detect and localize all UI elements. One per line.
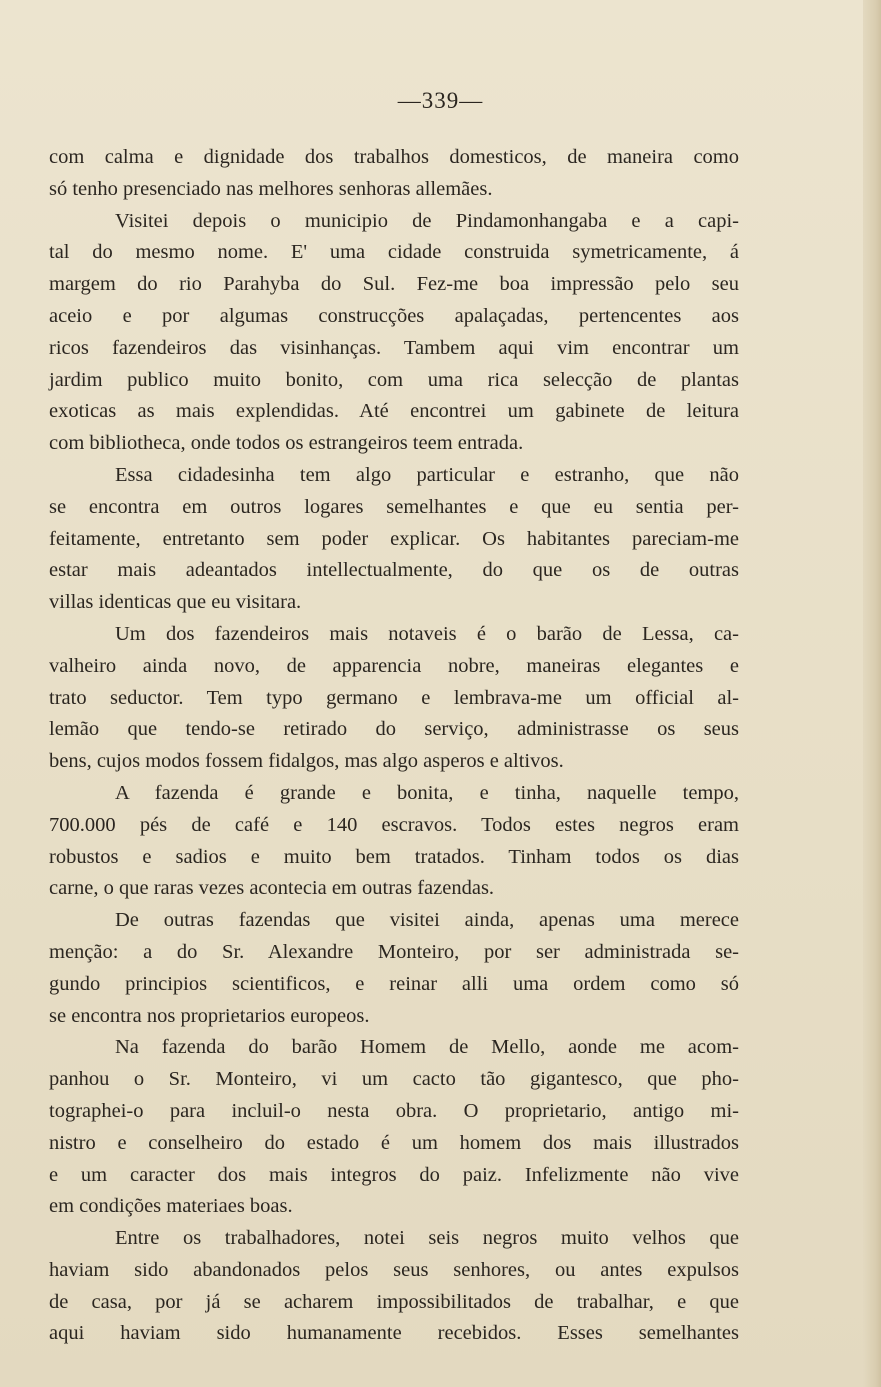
text-line: panhou o Sr. Monteiro, vi um cacto tão gigantesco, que pho-: [49, 1068, 739, 1091]
text-line: Visitei depois o municipio de Pindamonhangaba e a capi-: [115, 209, 739, 232]
text-line: Entre os trabalhadores, notei seis negros muito velhos que: [115, 1227, 739, 1250]
text-line: com bibliotheca, onde todos os estrangeiros teem entrada.: [49, 432, 524, 455]
text-line: jardim publico muito bonito, com uma rica selecção de plantas: [49, 368, 739, 391]
text-line: tographei-o para incluil-o nesta obra. O proprietario, antigo mi-: [49, 1099, 739, 1122]
text-line: A fazenda é grande e bonita, e tinha, naquelle tempo,: [115, 781, 739, 804]
text-line: menção: a do Sr. Alexandre Monteiro, por ser administrada se-: [49, 940, 739, 963]
text-line: aqui haviam sido humanamente recebidos. Esses semelhantes: [49, 1322, 739, 1345]
text-line: e um caracter dos mais integros do paiz. Infelizmente não vive: [49, 1163, 739, 1186]
text-line: só tenho presenciado nas melhores senhoras allemães.: [49, 177, 493, 200]
text-line: ricos fazendeiros das visinhanças. Tambem aqui vim encontrar um: [49, 336, 739, 359]
text-line: se encontra nos proprietarios europeos.: [49, 1004, 370, 1027]
text-line: de casa, por já se acharem impossibilitados de trabalhar, e que: [49, 1290, 739, 1313]
text-line: estar mais adeantados intellectualmente, do que os de outras: [49, 559, 739, 582]
text-line: gundo principios scientificos, e reinar alli uma ordem como só: [49, 972, 739, 995]
text-line: valheiro ainda novo, de apparencia nobre, maneiras elegantes e: [49, 654, 739, 677]
text-line: trato seductor. Tem typo germano e lembrava-me um official al-: [49, 686, 739, 709]
text-line: De outras fazendas que visitei ainda, apenas uma merece: [115, 909, 739, 932]
body-text: [49, 142, 739, 1350]
text-line: nistro e conselheiro do estado é um homem dos mais illustrados: [49, 1131, 739, 1154]
text-line: se encontra em outros logares semelhantes e que eu sentia per-: [49, 495, 739, 518]
text-line: Um dos fazendeiros mais notaveis é o barão de Lessa, ca-: [115, 622, 739, 645]
text-line: em condições materiaes boas.: [49, 1195, 293, 1218]
text-line: villas identicas que eu visitara.: [49, 591, 302, 614]
text-line: exoticas as mais explendidas. Até encontrei um gabinete de leitura: [49, 400, 739, 423]
page-number: —339—: [397, 88, 484, 113]
text-line: carne, o que raras vezes acontecia em outras fazendas.: [49, 877, 495, 900]
text-line: margem do rio Parahyba do Sul. Fez-me boa impressão pelo seu: [49, 273, 739, 296]
text-line: 700.000 pés de café e 140 escravos. Todos estes negros eram: [49, 813, 739, 836]
text-line: Na fazenda do barão Homem de Mello, aonde me acom-: [115, 1036, 739, 1059]
page-edge: [863, 0, 881, 1387]
text-line: lemão que tendo-se retirado do serviço, administrasse os seus: [49, 718, 739, 741]
text-line: tal do mesmo nome. E' uma cidade construida symetricamente, á: [49, 241, 739, 264]
text-line: bens, cujos modos fossem fidalgos, mas algo asperos e altivos.: [49, 750, 564, 773]
text-line: com calma e dignidade dos trabalhos domesticos, de maneira como: [49, 146, 739, 168]
text-line: robustos e sadios e muito bem tratados. Tinham todos os dias: [49, 845, 739, 868]
text-line: haviam sido abandonados pelos seus senhores, ou antes expulsos: [49, 1258, 739, 1281]
text-line: feitamente, entretanto sem poder explicar. Os habitantes pareciam-me: [49, 527, 739, 550]
text-line: Essa cidadesinha tem algo particular e estranho, que não: [115, 463, 739, 486]
text-line: aceio e por algumas construcções apalaçadas, pertencentes aos: [49, 304, 739, 327]
